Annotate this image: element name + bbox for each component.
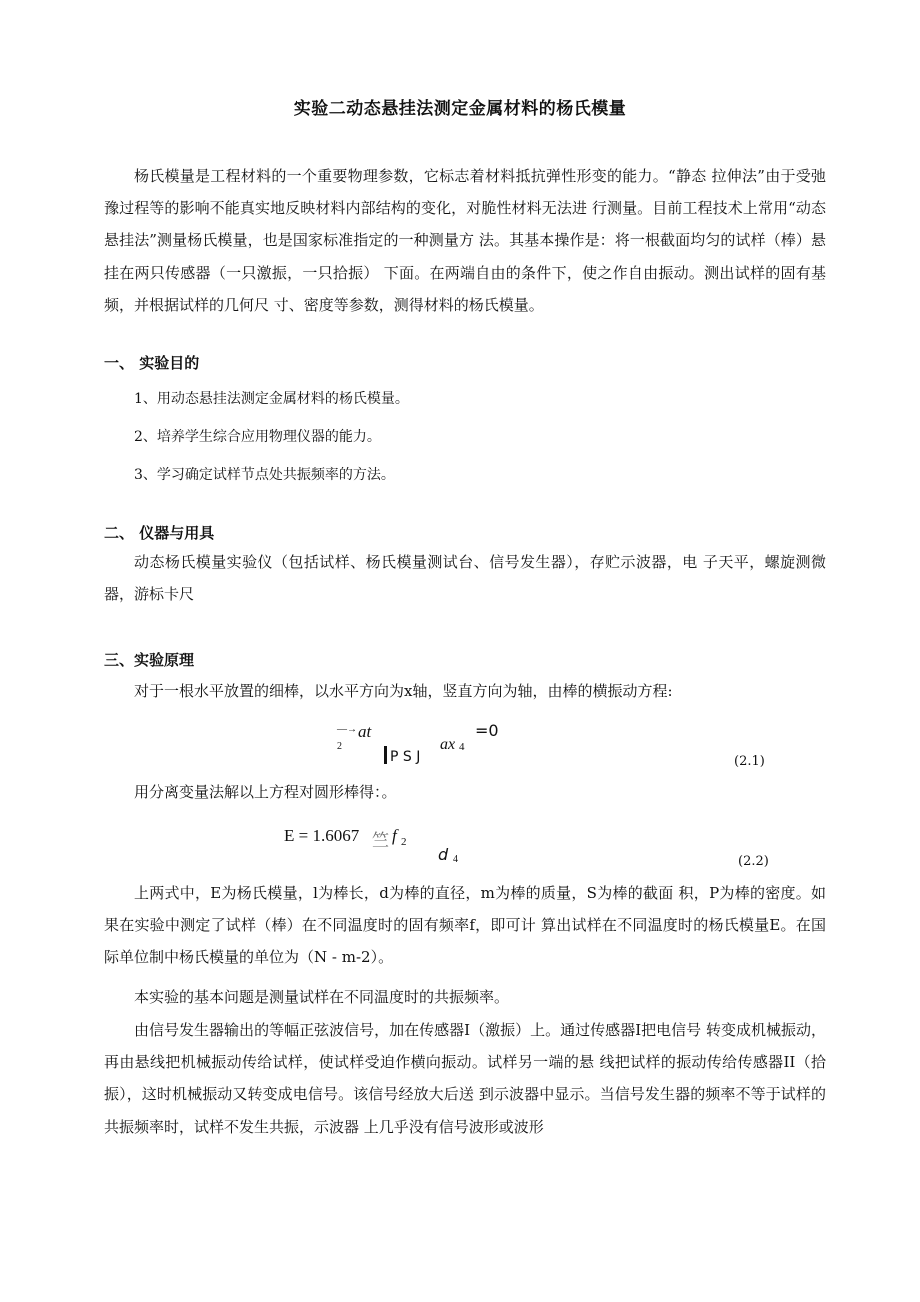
objective-item-1: 1、用动态悬挂法测定金属材料的杨氏模量。 bbox=[134, 391, 409, 407]
principle-paragraph-4: 本实验的基本问题是测量试样在不同温度时的共振频率。 bbox=[134, 988, 510, 1006]
eq1-bar bbox=[384, 746, 387, 764]
eq1-four: 4 bbox=[459, 741, 465, 753]
section-2-heading: 二、 仪器与用具 bbox=[104, 524, 215, 542]
eq2-d-sub: 4 bbox=[453, 854, 458, 865]
eq1-zero: =0 bbox=[475, 721, 499, 740]
eq1-arrow: —→ bbox=[337, 724, 357, 735]
eq2-frac-symbol: 竺 bbox=[372, 831, 389, 850]
eq1-at: at bbox=[358, 722, 372, 741]
principle-paragraph-5: 由信号发生器输出的等幅正弦波信号，加在传感器I（激振）上。通过传感器I把电信号 转变成机械振动，再由悬线把机械振动传给试样，使试样受迫作横向振动。试样另一端的悬 线把试样的振动传给传感器II（拾振），这时机械振动又转变成电信号。该信号经放大后送 到示波器中显示。当信号发生器的频率不等于试样的共振频率时，试样不发生共振，示波器 上几乎没有信号波形或波形 bbox=[104, 1021, 826, 1136]
section-3-heading: 三、实验原理 bbox=[104, 651, 195, 669]
eq1-number: (2.1) bbox=[734, 754, 765, 769]
eq2-lhs: E = 1.6067 bbox=[284, 826, 360, 845]
eq2-number: (2.2) bbox=[738, 854, 769, 869]
intro-paragraph: 杨氏模量是工程材料的一个重要物理参数，它标志着材料抵抗弹性形变的能力。“静态 拉伸法”由于受弛豫过程等的影响不能真实地反映材料内部结构的变化，对脆性材料无法进 行测量。目前工程技术上常用“动态悬挂法”测量杨氏模量，也是国家标准指定的一种测量方 法。其基本操作是：将一根截面均匀的试样（棒）悬挂在两只传感器（一只激振，一只拾振） 下面。在两端自由的条件下，使之作自由振动。测出试样的固有基频，并根据试样的几何尺 寸、密度等参数，测得材料的杨氏模量。 bbox=[104, 167, 826, 314]
objective-item-3: 3、学习确定试样节点处共振频率的方法。 bbox=[134, 467, 395, 483]
eq2-f-sub: 2 bbox=[401, 836, 407, 848]
objective-item-2: 2、培养学生综合应用物理仪器的能力。 bbox=[134, 429, 381, 445]
equipment-paragraph: 动态杨氏模量实验仪（包括试样、杨氏模量测试台、信号发生器），存贮示波器，电 子天平，螺旋测微器，游标卡尺 bbox=[104, 553, 826, 604]
principle-paragraph-3: 上两式中，E为杨氏模量，l为棒长，d为棒的直径，m为棒的质量，S为棒的截面 积，P为棒的密度。如果在实验中测定了试样（棒）在不同温度时的固有频率f，即可计 算出试样在不同温度时的杨氏模量E。在国际单位制中杨氏模量的单位为（N - m-2）。 bbox=[104, 884, 826, 967]
eq2-d: d bbox=[438, 845, 449, 864]
principle-paragraph-2: 用分离变量法解以上方程对圆形棒得：。 bbox=[134, 783, 397, 801]
eq2-f: f bbox=[392, 826, 397, 845]
section-1-heading: 一、 实验目的 bbox=[104, 354, 200, 372]
eq1-ax: ax bbox=[440, 736, 456, 753]
eq1-two: 2 bbox=[337, 741, 342, 752]
principle-paragraph-1: 对于一根水平放置的细棒，以水平方向为x轴，竖直方向为轴，由棒的横振动方程: bbox=[134, 682, 673, 700]
eq1-psj: P S J bbox=[390, 749, 421, 765]
page-title: 实验二动态悬挂法测定金属材料的杨氏模量 bbox=[293, 99, 627, 119]
